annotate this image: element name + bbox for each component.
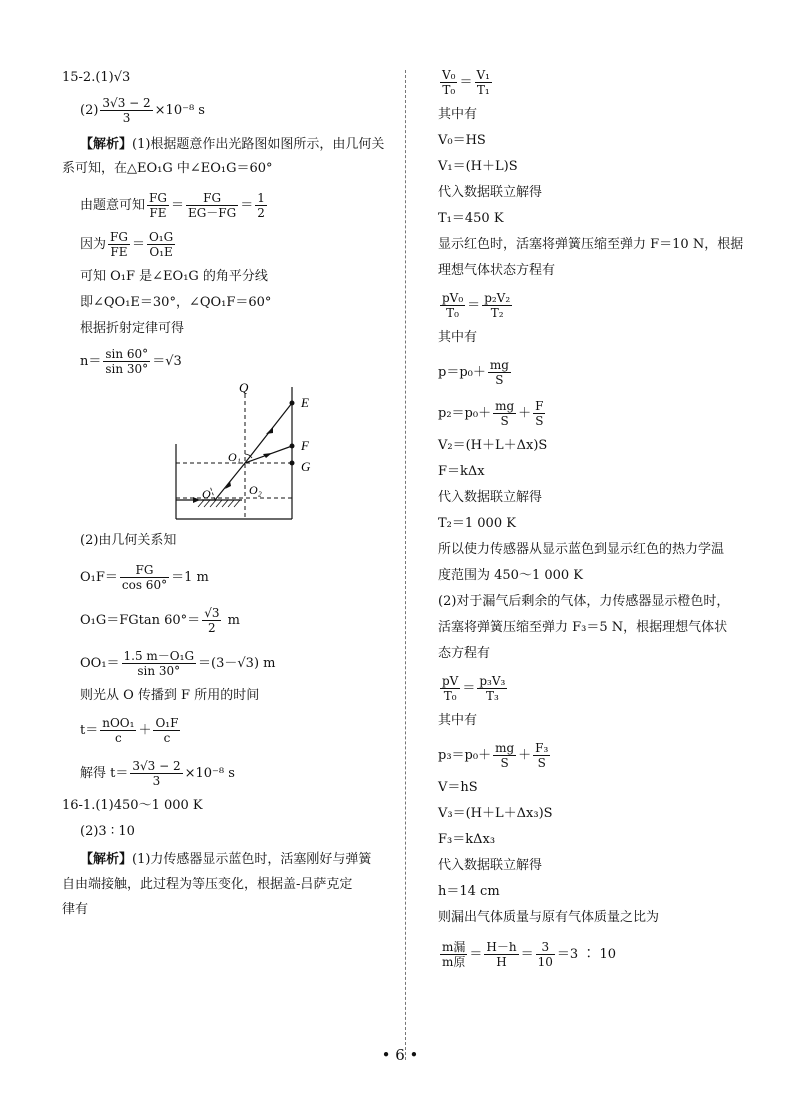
label-F: F [301, 438, 309, 453]
text-line: V₃＝(H＋L＋Δx₃)S [438, 806, 553, 821]
equation-line: O₁F＝ $\frac{FG}{\cos 60^\circ}$ ＝1 m [80, 563, 209, 592]
equation-line: O₁G＝FGtan 60°＝ $\frac{√3}{2}$ m [80, 606, 240, 635]
label-O: O [202, 487, 211, 501]
answer-16-1-part1: 16-1.(1)450～1 000 K [62, 798, 203, 813]
answer-15-2-part1: 15-2.(1)√3 [62, 70, 131, 85]
answer-16-1-part2: (2)3 ∶ 10 [80, 824, 135, 839]
text-line: 其中有 [438, 330, 478, 345]
equation-line: OO₁＝ $\frac{\text{1.5 m－O₁G}}{\sin 30^\circ}$ ＝(3－√3) m [80, 649, 276, 678]
text-line: V₂＝(H＋L＋Δx)S [438, 438, 548, 453]
text-line: 代入数据联立解得 [438, 858, 543, 873]
equation-line: 因为 $\frac{FG}{FE}$ ＝ $\frac{\text{O₁G}}{\text{O₁E}}$ [80, 230, 174, 259]
equation-line: t＝ $\frac{\text{nOO₁}}{c}$ ＋ $\frac{\text{O₁F}}{c}$ [80, 716, 179, 745]
text-line: 理想气体状态方程有 [438, 263, 556, 278]
text-line: 代入数据联立解得 [438, 490, 543, 505]
label-O2: O₂ [249, 483, 262, 497]
label-Q: Q [239, 382, 249, 395]
text-line: 显示红色时，活塞将弹簧压缩至弹力 F＝10 N，根据 [438, 237, 744, 252]
equation-line: $\frac{\text{m漏}}{\text{m原}}$ ＝ $\frac{H-h}{H}$ ＝ $\frac{3}{10}$ ＝3 ∶ 10 [442, 940, 616, 969]
text-line: (2)由几何关系知 [80, 533, 177, 548]
text-line: 态方程有 [438, 646, 491, 661]
text-line: F＝kΔx [438, 464, 485, 479]
equation-line: $\frac{\text{V₀}}{\text{T₀}}$ ＝ $\frac{\text{V₁}}{\text{T₁}}$ [442, 68, 490, 97]
text-line: h＝14 cm [438, 884, 500, 899]
answer-15-2-part2: (2) $\frac{3√3 - 2}{3}$ ×10⁻⁸ s [80, 96, 205, 125]
equation-line: p＝p₀＋ $\frac{mg}{S}$ [438, 358, 509, 387]
text-line: 则漏出气体质量与原有气体质量之比为 [438, 910, 660, 925]
equation-line: 解得 t＝ $\frac{3√3 - 2}{3}$ ×10⁻⁸ s [80, 759, 235, 788]
light-path-diagram [62, 382, 392, 527]
text-line: 代入数据联立解得 [438, 185, 543, 200]
text-line: F₃＝kΔx₃ [438, 832, 496, 847]
text-line: 则光从 O 传播到 F 所用的时间 [80, 688, 260, 703]
text-line: 可知 O₁F 是∠EO₁G 的角平分线 [80, 269, 268, 284]
column-divider [405, 70, 406, 1060]
text-line: 活塞将弹簧压缩至弹力 F₃＝5 N，根据理想气体状 [438, 620, 728, 635]
left-column [62, 68, 392, 920]
page-number: • 6 • [381, 1046, 419, 1064]
text-line: 所以使力传感器从显示蓝色到显示红色的热力学温 [438, 542, 725, 557]
text-line: T₁＝450 K [438, 211, 504, 226]
equation-line: $\frac{\text{pV₀}}{\text{T₀}}$ ＝ $\frac{\text{p₂V₂}}{\text{T₂}}$ [442, 291, 511, 320]
right-column [438, 68, 768, 969]
label-G: G [301, 459, 311, 474]
label-O1: O₁ [228, 450, 241, 464]
text-line: 自由端接触，此过程为等压变化，根据盖-吕萨克定 [62, 877, 353, 892]
text-line: 律有 [62, 902, 89, 917]
analysis-tag: 【解析】 [80, 137, 133, 152]
light-path-svg [62, 382, 392, 532]
text-line: 根据折射定律可得 [80, 321, 185, 336]
analysis-line: 【解析】(1)根据题意作出光路图如图所示，由几何关 [80, 137, 385, 152]
equation-line: 由题意可知 $\frac{FG}{FE}$ ＝ $\frac{FG}{EG-FG}$ ＝ $\frac{1}{2}$ [80, 191, 265, 220]
equation-line: p₃＝p₀＋ $\frac{mg}{S}$ ＋ $\frac{\text{F₃}}{S}$ [438, 741, 549, 770]
text-line: V₀＝HS [438, 133, 486, 148]
text-line: 系可知，在△EO₁G 中∠EO₁G＝60° [62, 161, 273, 176]
text-line: 度范围为 450～1 000 K [438, 568, 584, 583]
equation-line: n＝ $\frac{\sin 60^\circ}{\sin 30^\circ}$ ＝√3 [80, 347, 182, 376]
text-line: T₂＝1 000 K [438, 516, 516, 531]
text-line: V＝hS [438, 780, 478, 795]
equation-line: $\frac{pV}{\text{T₀}}$ ＝ $\frac{\text{p₃V₃}}{\text{T₃}}$ [442, 674, 506, 703]
label-E: E [301, 395, 309, 410]
equation-line: p₂＝p₀＋ $\frac{mg}{S}$ ＋ $\frac{F}{S}$ [438, 399, 544, 428]
text-line: 即∠QO₁E＝30°，∠QO₁F＝60° [80, 295, 272, 310]
analysis-tag: 【解析】 [80, 852, 133, 867]
text-line: V₁＝(H＋L)S [438, 159, 518, 174]
text-line: (2)对于漏气后剩余的气体，力传感器显示橙色时， [438, 594, 730, 609]
text-line: 其中有 [438, 713, 478, 728]
analysis-line: 【解析】(1)力传感器显示蓝色时，活塞刚好与弹簧 [80, 852, 372, 867]
text-line: 其中有 [438, 107, 478, 122]
